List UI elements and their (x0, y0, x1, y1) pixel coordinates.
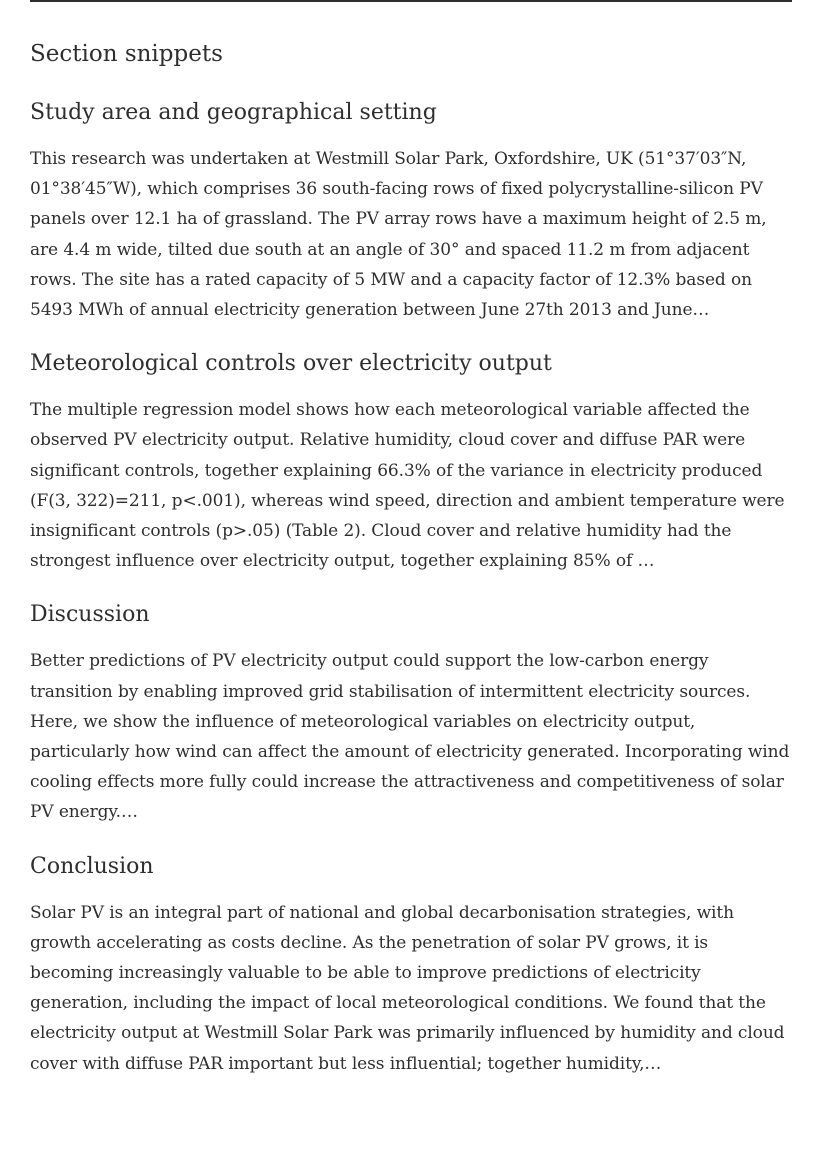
snippet-text: Better predictions of PV electricity output could support the low-carbon energy transition by enabling improved grid stabilisation of intermittent electricity sources. Here, we show the influence of meteorological variables on electricity output, particularly how wind can affect the amount of electricity generated. Incorporating wind cooling effects more fully could increase the attractiveness and competitiveness of solar PV energy.… (30, 651, 790, 823)
snippet-heading[interactable]: Discussion (30, 602, 150, 628)
snippet-text: Solar PV is an integral part of national and global decarbonisation strategies, with growth accelerating as costs decline. As the penetration of solar PV grows, it is becoming increasingly valuable to be able to improve predictions of electricity generation, including the impact of local meteorological conditions. We found that the electricity output at Westmill Solar Park was primarily influenced by humidity and cloud cover with diffuse PAR important but less influential; together humidity,… (30, 902, 785, 1074)
snippet-heading[interactable]: Conclusion (30, 853, 154, 879)
section-snippets (30, 38, 792, 1103)
snippet-conclusion (30, 852, 792, 1079)
top-divider (30, 0, 792, 2)
snippet-study-area (30, 98, 792, 325)
snippet-meteorological-controls (30, 349, 792, 576)
section-title: Section snippets (30, 41, 223, 67)
snippet-text: The multiple regression model shows how each meteorological variable affected the observed PV electricity output. Relative humidity, cloud cover and diffuse PAR were significant controls, together explaining 66.3% of the variance in electricity produced (F(3, 322)=211, p<.001), whereas wind speed, direction and ambient temperature were insignificant controls (p>.05) (Table 2). Cloud cover and relative humidity had the strongest influence over electricity output, together explaining 85% of … (30, 400, 785, 572)
snippet-heading[interactable]: Meteorological controls over electricity output (30, 351, 552, 377)
snippet-text: This research was undertaken at Westmill Solar Park, Oxfordshire, UK (51°37′03″N, 01°38′45″W), which comprises 36 south-facing rows of fixed polycrystalline-silicon PV panels over 12.1 ha of grassland. The PV array rows have a maximum height of 2.5 m, are 4.4 m wide, tilted due south at an angle of 30° and spaced 11.2 m from adjacent rows. The site has a rated capacity of 5 MW and a capacity factor of 12.3% based on 5493 MWh of annual electricity generation between June 27th 2013 and June… (30, 149, 767, 321)
snippet-discussion (30, 600, 792, 827)
snippet-heading[interactable]: Study area and geographical setting (30, 100, 437, 125)
